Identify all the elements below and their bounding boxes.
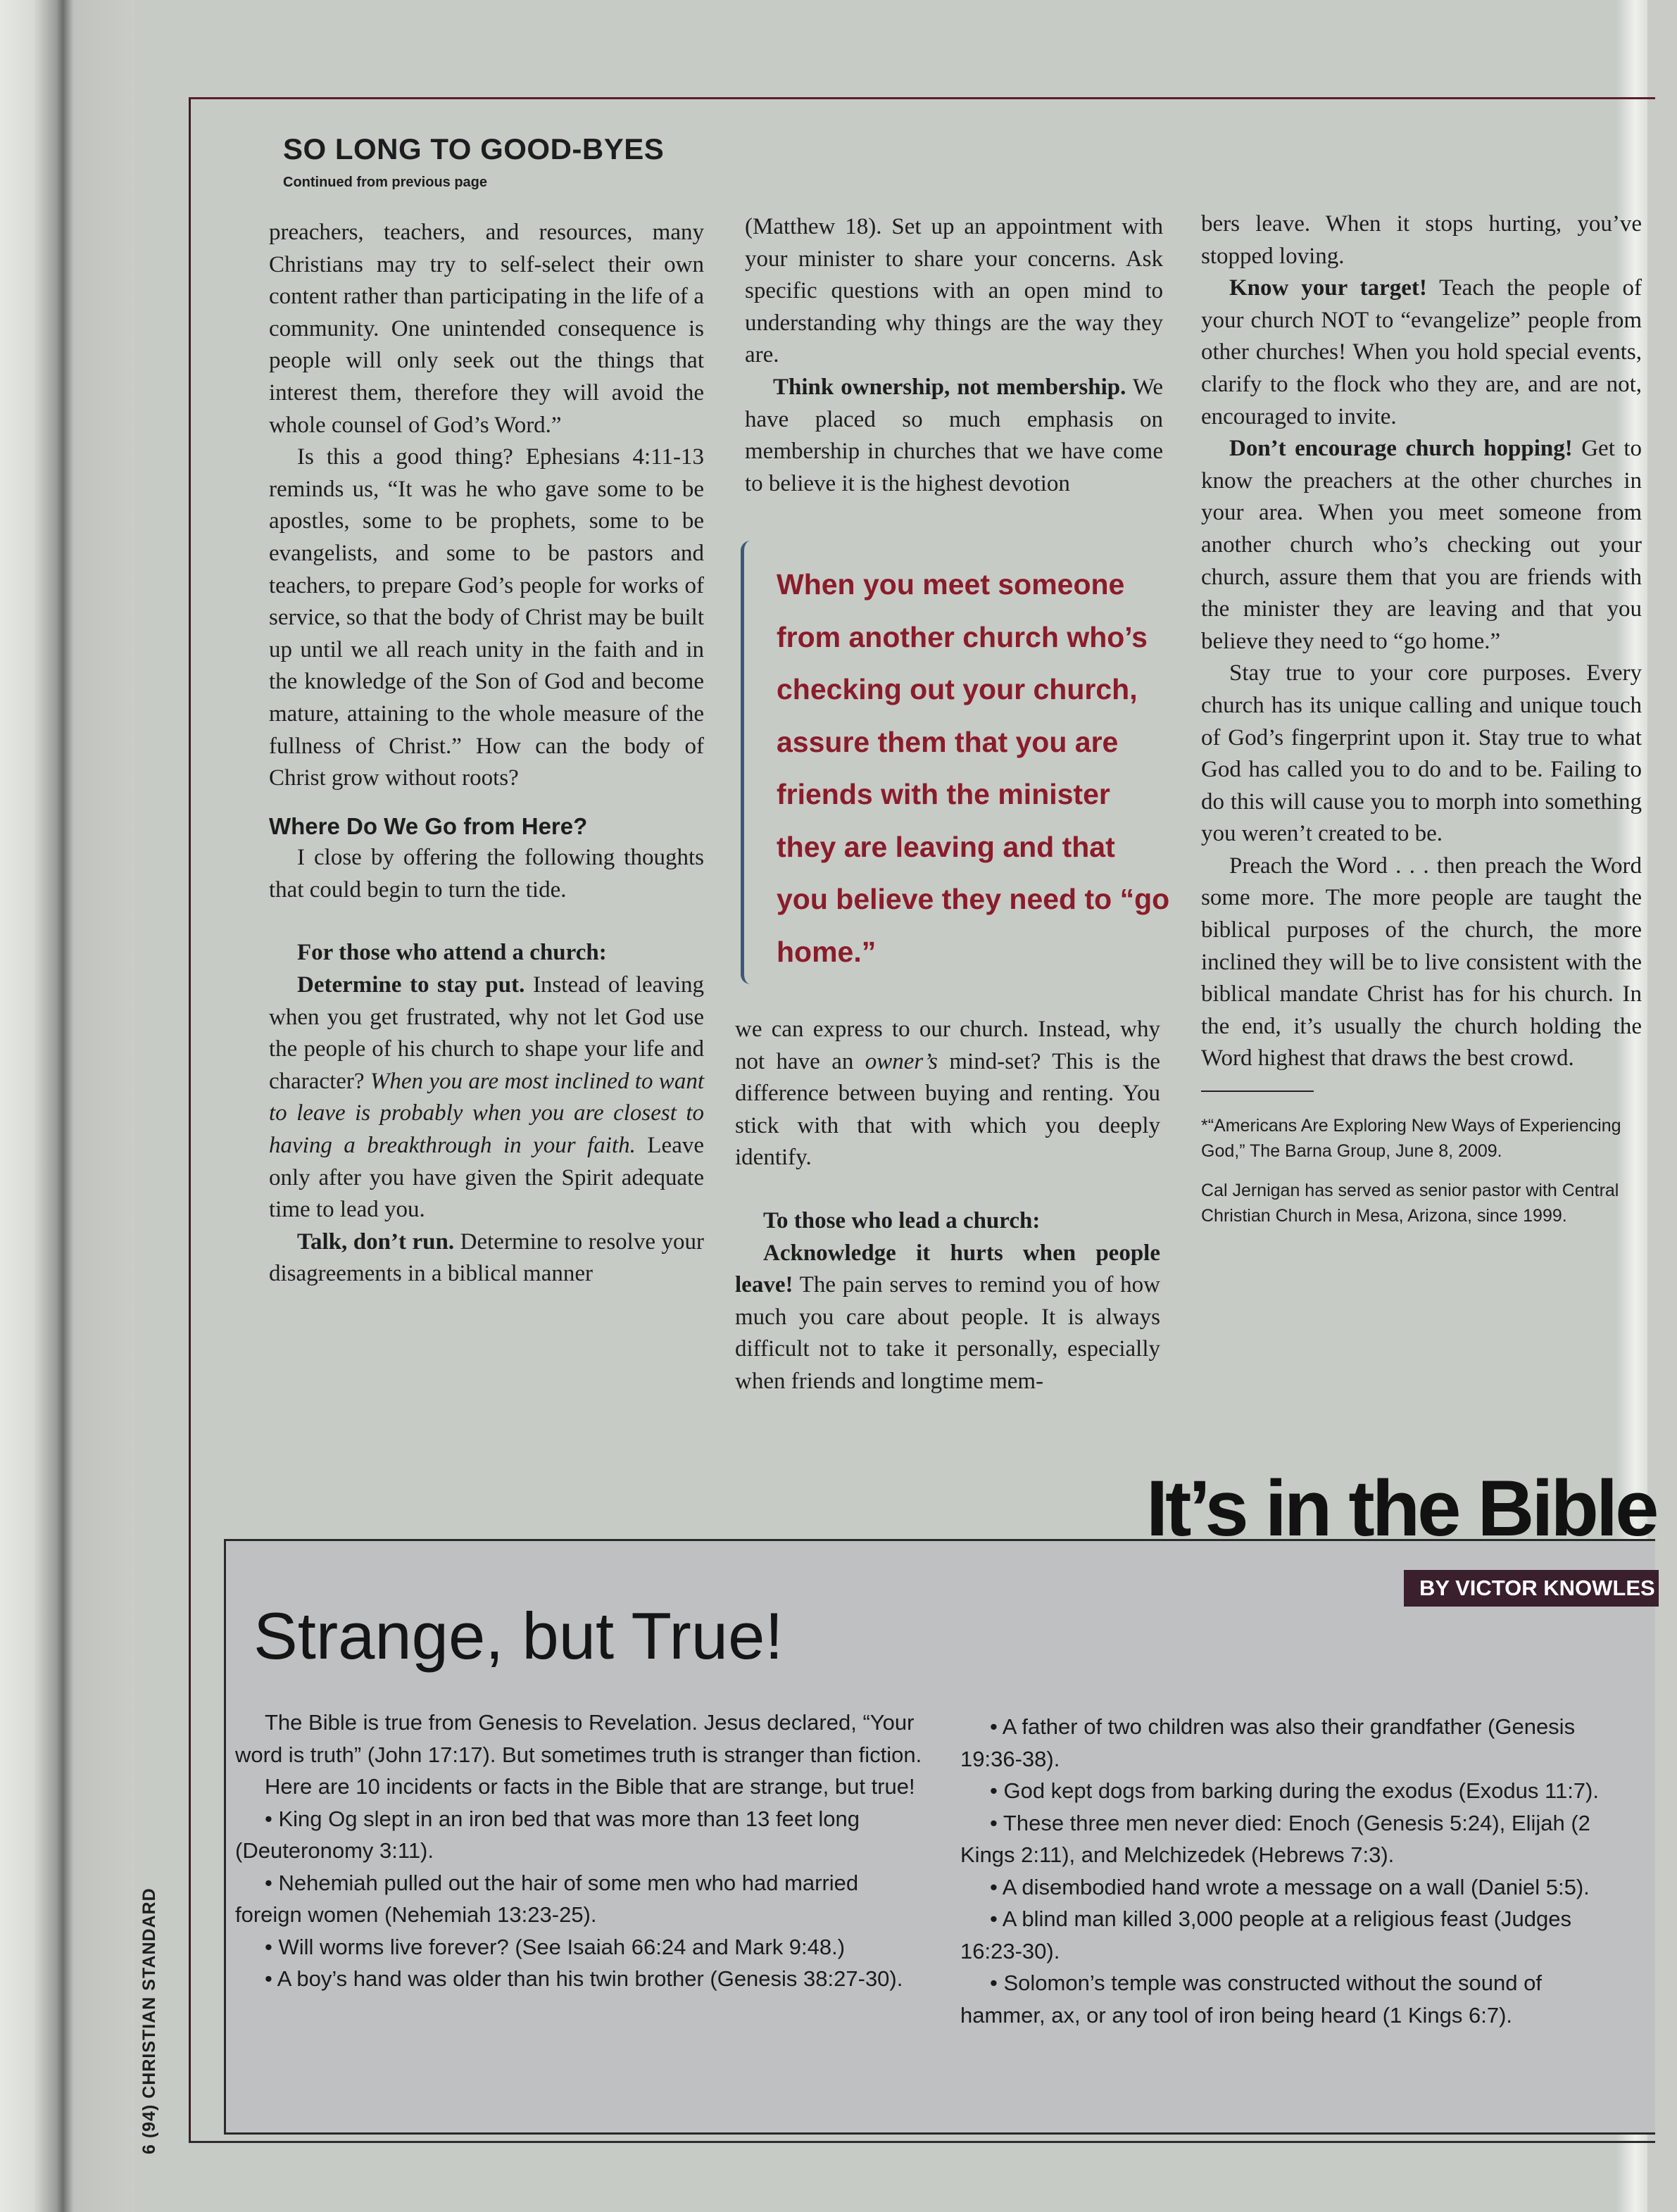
bible-left-item-5: • Will worms live forever? (See Isaiah 66:24 and Mark 9:48.) — [265, 1934, 846, 1959]
col2-p4-text: The pain serves to remind you of how much you care about people. It is always difficult not to take it personally, especially when friends and longtime mem- — [735, 1272, 1160, 1394]
hopping-lead: Don’t encourage church hopping! — [1229, 436, 1573, 462]
col2-paragraph-2 — [745, 372, 1163, 500]
bible-left-item-1: The Bible is true from Genesis to Revelation. Jesus declared, “Your word is truth” (John 17:17). But sometimes truth is stranger than fiction. — [235, 1710, 922, 1767]
article-column-3 — [1201, 208, 1642, 1228]
bible-right-item-6: • Solomon’s temple was constructed without the sound of hammer, ax, or any tool of iron being heard (1 Kings 6:7). — [960, 1971, 1542, 2028]
col2-paragraph-4 — [735, 1238, 1160, 1398]
col2-paragraph-3 — [735, 1014, 1160, 1174]
col2-p3-text-b: mind-set? This is the difference between buying and renting. You stick with that with which you deeply identify. — [735, 1048, 1161, 1171]
col2-p3-italic: owner’s — [865, 1048, 938, 1074]
strange-true-title: Strange, but True! — [253, 1599, 784, 1673]
lead-section-heading: To those who lead a church: — [763, 1207, 1041, 1233]
article-column-2-bottom — [735, 1014, 1160, 1398]
footnote-rule — [1201, 1091, 1314, 1092]
bible-right-item-3: • These three men never died: Enoch (Genesis 5:24), Elijah (2 Kings 2:11), and Melchizedek (Hebrews 7:3). — [960, 1810, 1590, 1867]
bible-left-item-6: • A boy’s hand was older than his twin brother (Genesis 38:27-30). — [265, 1966, 903, 1991]
col3-p2-text: Teach the people of your church NOT to “evangelize” people from other churches! When you hold special events, clarify to the flock who they are, and are not, encouraged to invite. — [1201, 275, 1642, 429]
col2-p3-text-a: we can express to our church. Instead, why not have an — [735, 1017, 1160, 1074]
bible-right-item-1: • A father of two children was also their grandfather (Genesis 19:36-38). — [960, 1714, 1576, 1771]
bible-banner-title: It’s in the Bible — [1146, 1464, 1657, 1552]
book-spine — [0, 0, 134, 2212]
col1-paragraph-5 — [269, 1226, 704, 1290]
bible-right-item-4: • A disembodied hand wrote a message on a wall (Daniel 5:5). — [990, 1874, 1590, 1899]
section-subhead: Where Do We Go from Here? — [269, 812, 588, 839]
bible-byline: BY VICTOR KNOWLES — [1404, 1570, 1659, 1607]
col3-paragraph-2 — [1201, 272, 1642, 433]
continued-note: Continued from previous page — [283, 175, 488, 190]
pull-quote — [741, 541, 1170, 984]
bible-left-item-2: Here are 10 incidents or facts in the Bible that are strange, but true! — [265, 1774, 915, 1799]
ownership-lead: Think ownership, not membership. — [773, 374, 1126, 400]
pull-quote-text: When you meet someone from another church who’s checking out your church, assure them that you are friends with the minister they are leaving and that you believe they need to “go home.” — [777, 568, 1170, 968]
footnote: *“Americans Are Exploring New Ways of Experiencing God,” The Barna Group, June 8, 2009. — [1201, 1116, 1621, 1162]
col3-paragraph-4: Stay true to your core purposes. Every church has its unique calling and unique touch of God’s fingerprint upon it. Stay true to what God has called you to do and to be. Failing to do this will cause you to morph into something you weren’t created to be. — [1201, 660, 1642, 847]
article-headline: SO LONG TO GOOD-BYES — [283, 132, 665, 165]
col3-paragraph-5: Preach the Word . . . then preach the Word some more. The more people are taught the biblical purposes of the church, the more inclined they will be to live consistent with the biblical mandate Christ has for his church. In the end, it’s usually the church holding the Word highest that draws the best crowd. — [1201, 853, 1642, 1072]
col1-p4-italic: When you are most inclined to want to leave is probably when you are closest to having a breakthrough in your faith. — [269, 1068, 704, 1159]
col3-paragraph-1: bers leave. When it stops hurting, you’ve stopped loving. — [1201, 211, 1642, 269]
runner-text: 6 (94) CHRISTIAN STANDARD — [139, 1887, 159, 2154]
bible-left-column — [235, 1707, 928, 1995]
col1-paragraph-1: preachers, teachers, and resources, many Christians may try to self-select their own content rather than participating in the life of a community. One unintended consequence is people will only seek out the things that interest them, therefore they will avoid the whole counsel of God’s Word.” — [269, 220, 704, 438]
col1-p4-text-b: Leave only after you have given the Spirit adequate time to lead you. — [269, 1133, 704, 1223]
col1-paragraph-4 — [269, 969, 704, 1226]
col1-paragraph-3: I close by offering the following thoughts that could begin to turn the tide. — [269, 845, 704, 903]
col2-paragraph-1: (Matthew 18). Set up an appointment with your minister to share your concerns. Ask specific questions with an open mind to understanding why things are the way they are. — [745, 214, 1163, 368]
col1-p5-text: Determine to resolve your disagreements in a biblical manner — [269, 1228, 704, 1287]
attend-section-heading: For those who attend a church: — [297, 940, 607, 966]
bible-left-item-3: • King Og slept in an iron bed that was more than 13 feet long (Deuteronomy 3:11). — [235, 1806, 860, 1863]
bible-right-item-2: • God kept dogs from barking during the exodus (Exodus 11:7). — [990, 1778, 1599, 1803]
bible-left-item-4: • Nehemiah pulled out the hair of some men who had married foreign women (Nehemiah 13:23-25). — [235, 1870, 859, 1927]
bible-right-item-5: • A blind man killed 3,000 people at a religious feast (Judges 16:23-30). — [960, 1906, 1571, 1963]
stay-put-lead: Determine to stay put. — [297, 972, 525, 998]
bible-right-column — [960, 1711, 1626, 2031]
article-column-2-top — [745, 211, 1163, 500]
col3-p3-text: Get to know the preachers at the other churches in your area. When you meet someone from another church who’s checking out your church, assure them that you are friends with the minister they are leaving and that you believe they need to “go home.” — [1201, 436, 1642, 654]
article-column-1 — [269, 217, 704, 1290]
col1-p4-text-a: Instead of leaving when you get frustrated, why not let God use the people of his church to shape your life and character? — [269, 972, 705, 1094]
col1-paragraph-2: Is this a good thing? Ephesians 4:11-13 reminds us, “It was he who gave some to be apostles, some to be prophets, some to be evangelists, and some to be pastors and teachers, to prepare God’s people for works of service, so that the body of Christ may be built up until we all reach unity in the faith and in the knowledge of the Son of God and become mature, attaining to the whole measure of the fullness of Christ.” How can the body of Christ grow without roots? — [269, 444, 704, 791]
target-lead: Know your target! — [1229, 275, 1427, 301]
acknowledge-lead: Acknowledge it hurts when people leave! — [735, 1240, 1160, 1298]
author-bio: Cal Jernigan has served as senior pastor with Central Christian Church in Mesa, Arizona, since 1999. — [1201, 1181, 1619, 1226]
col3-paragraph-3 — [1201, 433, 1642, 658]
talk-lead: Talk, don’t run. — [297, 1228, 455, 1255]
page-runner — [139, 1873, 168, 2168]
col2-p2-text: We have placed so much emphasis on membership in churches that we have come to believe it is the highest devotion — [745, 374, 1164, 496]
